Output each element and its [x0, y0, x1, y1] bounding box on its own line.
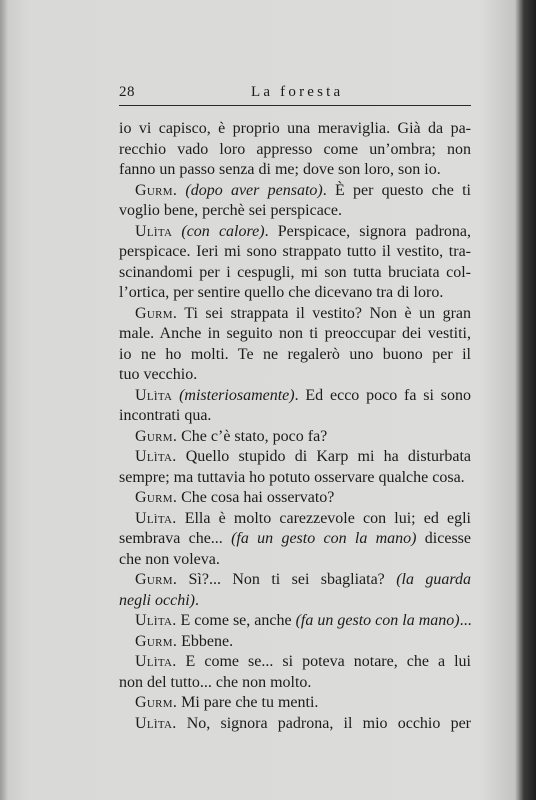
- text-line: [119, 632, 471, 653]
- text-line: [119, 591, 471, 612]
- stage-direction: (con calore): [181, 222, 265, 240]
- line-text: Sì?... Non ti sei sbagliata?: [177, 571, 385, 588]
- line-text: non del tutto... che non molto.: [119, 673, 312, 691]
- speaker-name: Ulìta.: [135, 448, 177, 465]
- stage-direction: (fa un gesto con la mano): [295, 612, 460, 629]
- text-line: [119, 468, 471, 489]
- text-line: [119, 324, 471, 345]
- text-line: [119, 160, 471, 181]
- text-line: [119, 611, 471, 632]
- gutter-shadow: [0, 0, 8, 800]
- text-line: [119, 263, 471, 284]
- line-text: fanno un passo senza di me; dove son loro, son io.: [119, 161, 441, 178]
- page-header: [119, 84, 470, 104]
- speaker-name: Gurm.: [135, 304, 178, 322]
- line-text: che non voleva.: [119, 550, 220, 568]
- line-text: l’ortica, per sentire quello che dicevano tra di loro.: [119, 284, 444, 301]
- line-text: Che c’è stato, poco fa?: [177, 427, 328, 445]
- line-text: Ebbene.: [177, 632, 234, 650]
- stage-direction: (misteriosamente): [179, 386, 295, 404]
- line-text: . Ed ecco poco fa si sono: [294, 386, 472, 404]
- text-line: [119, 427, 471, 448]
- running-title: La foresta: [251, 84, 344, 100]
- line-text: sembrava che...: [119, 530, 223, 547]
- line-text: male. Anche in seguito non ti preoccupar dei vestiti,: [119, 325, 471, 342]
- speaker-name: Ulìta.: [135, 653, 177, 670]
- line-text: Ella è molto carezzevole con lui; ed egli: [176, 509, 471, 527]
- text-line: [119, 242, 471, 263]
- line-text: . È per questo che ti: [322, 181, 471, 199]
- stage-direction: (la guarda: [396, 571, 471, 588]
- line-text: E come se, anche: [176, 612, 292, 629]
- line-text: recchio vado loro appresso come un’ombra; non: [119, 140, 471, 158]
- text-line: [119, 365, 471, 386]
- text-line: [119, 570, 471, 591]
- text-line: [119, 140, 471, 161]
- line-text: perspicace. Ieri mi sono strappato tutto il vestito, tra-: [119, 243, 471, 260]
- line-text: Ti sei strappata il vestito? Non è un gran: [177, 304, 471, 322]
- text-line: [119, 222, 471, 243]
- text-line: [119, 345, 471, 366]
- speaker-name: Ulìta: [135, 222, 173, 240]
- speaker-name: Gurm.: [135, 694, 178, 711]
- header-rule: [119, 105, 471, 106]
- text-line: [119, 406, 471, 427]
- line-text: Che cosa hai osservato?: [177, 489, 335, 506]
- text-line: [119, 529, 471, 550]
- speaker-name: Gurm.: [135, 427, 178, 445]
- line-text: ...: [459, 612, 472, 629]
- line-text: incontrati qua.: [119, 407, 212, 424]
- speaker-name: Ulìta.: [135, 509, 177, 527]
- text-line: [119, 304, 471, 325]
- page-number: 28: [119, 84, 135, 100]
- text-line: [119, 181, 471, 202]
- line-text: voglio bene, perchè sei perspicace.: [119, 202, 343, 219]
- text-line: [119, 550, 471, 571]
- line-text: No, signora padrona, il mio occhio per: [176, 714, 471, 732]
- speaker-name: Gurm.: [135, 632, 178, 650]
- line-text: Mi pare che tu menti.: [177, 694, 319, 711]
- line-text: io vi capisco, è proprio una meraviglia. Già da pa-: [119, 120, 471, 137]
- line-text: io ne ho molti. Te ne regalerò uno buono per il: [119, 345, 471, 363]
- speaker-name: Ulìta.: [135, 714, 177, 732]
- stage-direction: negli occhi): [119, 591, 195, 609]
- line-text: sempre; ma tuttavia ho potuto osservare qualche cosa.: [119, 468, 465, 486]
- text-line: [119, 447, 471, 468]
- text-line: [119, 509, 471, 530]
- line-text: tuo vecchio.: [119, 366, 198, 383]
- line-text: E come se... si poteva notare, che a lui: [176, 653, 471, 670]
- text-line: [119, 201, 471, 222]
- text-line: [119, 119, 471, 140]
- stage-direction: (fa un gesto con la mano): [231, 530, 417, 547]
- line-text: dicesse: [416, 530, 472, 547]
- stage-direction: (dopo aver pensato): [185, 181, 323, 199]
- text-line: [119, 673, 471, 694]
- line-text: scinandomi per i cespugli, mi son tutta bruciata col-: [119, 263, 471, 281]
- speaker-name: Ulìta.: [135, 612, 177, 629]
- speaker-name: Gurm.: [135, 571, 178, 588]
- text-line: [119, 488, 471, 509]
- line-text: Quello stupido di Karp mi ha disturbata: [176, 448, 471, 465]
- speaker-name: Gurm.: [135, 181, 178, 199]
- speaker-name: Ulìta: [135, 386, 173, 404]
- body-text: [119, 119, 471, 734]
- line-text: . Perspicace, signora padrona,: [264, 222, 472, 240]
- text-line: [119, 386, 471, 407]
- text-line: [119, 652, 471, 673]
- text-line: [119, 283, 471, 304]
- text-line: [119, 693, 471, 714]
- line-text: .: [194, 591, 199, 609]
- text-line: [119, 714, 471, 735]
- speaker-name: Gurm.: [135, 489, 178, 506]
